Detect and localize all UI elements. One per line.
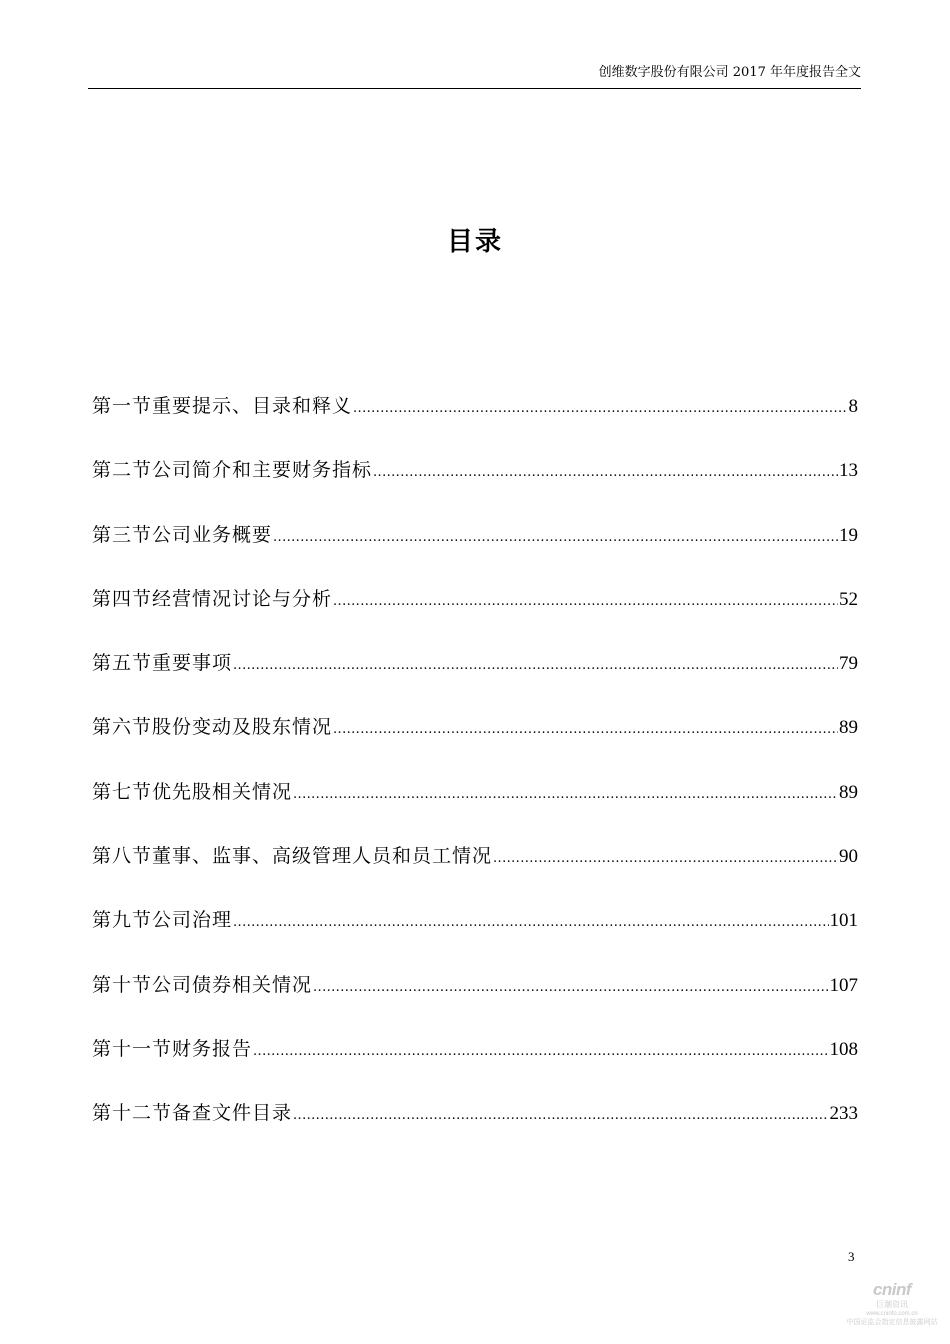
toc-entry-page: 13 bbox=[839, 460, 858, 482]
toc-entry-label: 第十节公司债券相关情况 bbox=[92, 973, 313, 996]
page-title: 目录 bbox=[446, 227, 503, 257]
toc-entry-page: 233 bbox=[829, 1103, 858, 1125]
toc-entry-page: 90 bbox=[839, 846, 858, 868]
toc-leader-dots bbox=[253, 1034, 828, 1070]
watermark-line-1: 巨潮资讯 bbox=[876, 1300, 908, 1309]
toc-leader-dots bbox=[373, 455, 838, 491]
toc-leader-dots bbox=[353, 391, 847, 427]
toc-entry-page: 19 bbox=[839, 524, 858, 546]
table-of-contents bbox=[92, 388, 858, 1160]
header-rule bbox=[88, 88, 861, 89]
toc-entry[interactable] bbox=[92, 902, 858, 966]
toc-entry[interactable] bbox=[92, 388, 858, 452]
toc-entry-label: 第十二节备查文件目录 bbox=[92, 1102, 293, 1125]
toc-entry-label: 第一节重要提示、目录和释义 bbox=[92, 395, 353, 417]
toc-entry[interactable] bbox=[92, 1095, 858, 1159]
toc-entry-page: 52 bbox=[839, 588, 858, 610]
toc-entry[interactable] bbox=[92, 452, 858, 516]
toc-entry-label: 第四节经营情况讨论与分析 bbox=[92, 587, 333, 610]
toc-entry-page: 79 bbox=[839, 653, 858, 675]
toc-entry[interactable] bbox=[92, 581, 858, 645]
toc-entry-label: 第六节股份变动及股东情况 bbox=[92, 716, 333, 739]
toc-entry[interactable] bbox=[92, 967, 858, 1031]
toc-entry[interactable] bbox=[92, 838, 858, 902]
toc-entry-label: 第五节重要事项 bbox=[92, 652, 233, 675]
toc-entry-label: 第十一节财务报告 bbox=[92, 1037, 253, 1060]
toc-entry-label: 第二节公司简介和主要财务指标 bbox=[92, 459, 373, 482]
toc-entry[interactable] bbox=[92, 645, 858, 709]
toc-leader-dots bbox=[493, 841, 838, 877]
toc-leader-dots bbox=[313, 970, 828, 1006]
toc-leader-dots bbox=[333, 584, 838, 620]
toc-entry-page: 107 bbox=[829, 974, 858, 996]
toc-entry[interactable] bbox=[92, 709, 858, 773]
toc-leader-dots bbox=[333, 712, 838, 748]
cninfo-logo: cninf bbox=[872, 1280, 912, 1299]
toc-leader-dots bbox=[293, 777, 838, 813]
toc-entry-label: 第九节公司治理 bbox=[92, 909, 233, 932]
watermark-line-3: 中国证监会指定信息披露网站 bbox=[846, 1319, 938, 1326]
page-number: 3 bbox=[848, 1249, 855, 1264]
toc-entry-page: 89 bbox=[839, 717, 858, 739]
toc-entry[interactable] bbox=[92, 1031, 858, 1095]
toc-entry-page: 101 bbox=[829, 910, 858, 932]
toc-entry-label: 第八节董事、监事、高级管理人员和员工情况 bbox=[92, 845, 493, 868]
toc-leader-dots bbox=[273, 520, 838, 556]
toc-leader-dots bbox=[233, 648, 838, 684]
toc-leader-dots bbox=[233, 905, 828, 941]
cninfo-watermark bbox=[842, 1280, 942, 1340]
toc-leader-dots bbox=[293, 1098, 828, 1134]
watermark-line-2: www.cninfo.com.cn bbox=[866, 1311, 918, 1317]
toc-entry-page: 8 bbox=[848, 396, 858, 417]
toc-entry[interactable] bbox=[92, 517, 858, 581]
toc-entry-label: 第七节优先股相关情况 bbox=[92, 780, 293, 803]
toc-entry-page: 108 bbox=[829, 1038, 858, 1060]
toc-entry[interactable] bbox=[92, 774, 858, 838]
running-header: 创维数字股份有限公司 2017 年年度报告全文 bbox=[598, 65, 861, 80]
toc-entry-label: 第三节公司业务概要 bbox=[92, 523, 273, 546]
toc-entry-page: 89 bbox=[839, 781, 858, 803]
